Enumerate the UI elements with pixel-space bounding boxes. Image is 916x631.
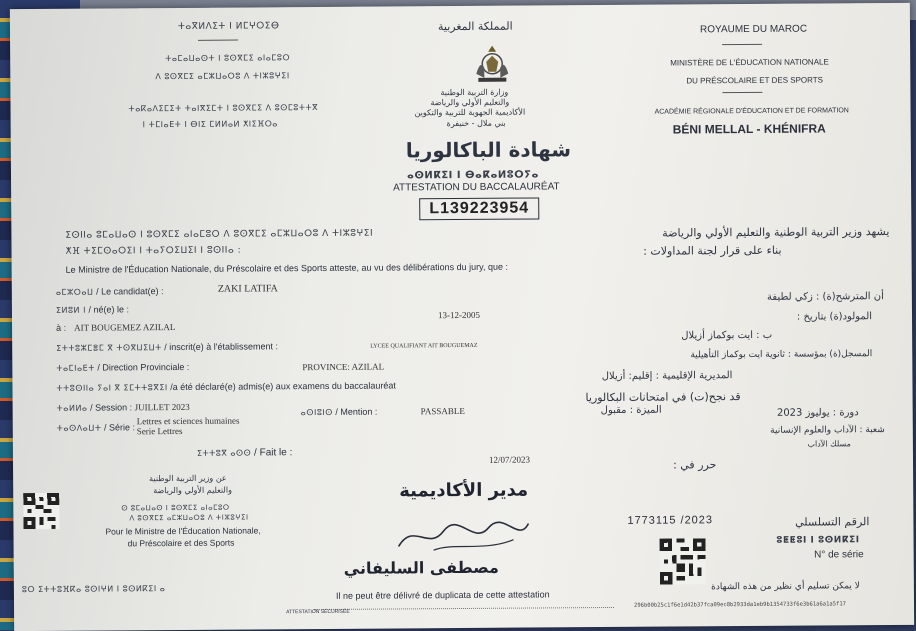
born-label-fr: / né(e) le : [88, 304, 130, 315]
province-arabic [602, 370, 733, 382]
session-arabic-value: يوليوز 2023 [776, 407, 830, 419]
mention-label-fr: / Mention : [335, 406, 378, 417]
intro-tifinagh-1: ⵉⵙⵏⵏⴰ ⵓⵎⴰⵡⴰⵙ ⵏ ⵓⵙⴳⵎⵉ ⴰⵏⴰⵎⵓⵔ ⴷ ⵓⵙⴳⵎⵉ ⴰⵎⵣⵡⴰⵔⵓ ⴷ ⵜⵏⵣⵓⵖⵉⵏ [65, 228, 374, 241]
header-arabic-kingdom: المملكة المغربية [437, 19, 513, 34]
header-tifinagh-ministry-2: ⴷ ⵓⵙⴳⵎⵉ ⴰⵎⵣⵡⴰⵔⵓ ⴷ ⵜⵏⵣⵓⵖⵉⵏ [155, 71, 290, 82]
signature-fr-1: Pour le Ministre de l'Éducation Nationale, [105, 525, 261, 537]
born-value: 13-12-2005 [437, 309, 481, 321]
province-label-tifinagh: ⵜⴰⵎⵏⴰⴹⵜ [56, 363, 95, 373]
director-title: مدير الأكاديمية [399, 479, 529, 502]
signature-arabic-1: عن وزير التربية الوطنية [149, 473, 227, 484]
footer-arabic: لا يمكن تسليم أي نظير من هذه الشهادة [711, 581, 860, 593]
school-label-tifinagh: ⵉⵜⵜⵓⵣⵎⴻⵎ ⴳ ⵜⵙⴳⵡⵉⵡⵜ [56, 343, 162, 353]
qr-code-icon [660, 538, 706, 584]
candidate-label-tifinagh: ⴰⵎⵣⵔⴰⵡ [55, 287, 94, 297]
serial-arabic-label: الرقم التسلسلي [795, 515, 870, 529]
title-tifinagh: ⴰⵙⵍⴽⵉⵏ ⵏ ⴱⴰⴽⴰⵍⵓⵔⵢⴰ [406, 169, 539, 182]
admitted-arabic: قد نجح(ت) في امتحانات البكالوريا [585, 390, 741, 405]
session-label [57, 402, 133, 413]
born-label [56, 304, 129, 315]
header-arabic-ministry-2: والتعليم الأولي والرياضة [430, 97, 510, 108]
school-arabic-label: المسجل(ة) بمؤسسة : [787, 349, 873, 360]
serie-arabic-label: شعبة : [859, 425, 885, 436]
header-divider-right [722, 44, 762, 45]
at-label: à : [56, 322, 67, 333]
header-divider-right-2 [722, 92, 762, 93]
faitle-label [197, 447, 292, 459]
certificate-paper [10, 3, 914, 631]
header-tifinagh-academy: ⵜⴰⴽⴰⴷⵉⵎⵉⵜ ⵜⴰⵏⴳⵉⵎⵜ ⵏ ⵓⵙⴳⵎⵉ ⴷ ⵓⵙⵎⵓⵜⵜⴳ [128, 102, 319, 114]
province-label-fr: / Direction Provinciale : [97, 361, 190, 373]
moroccan-coat-of-arms-icon [470, 44, 514, 86]
session-label-fr: / Session : [90, 402, 133, 413]
footer-french: Il ne peut être délivré de duplicata de cette attestation [335, 589, 550, 601]
header-tifinagh-region: ⵏ ⵜⵎⵏⴰⴹⵜ ⵏ ⴱⵏⵉ ⵎⵍⵍⴰⵍ ⵅⵏⵉⴼⵔⴰ [142, 119, 278, 130]
serie-value-2: Serie Lettres [136, 425, 183, 437]
faitle-label-fr: / Fait le : [253, 447, 293, 459]
signature-fr-2: du Préscolaire et des Sports [127, 537, 235, 549]
intro-tifinagh-2: ⵅⴼ ⵜⵉⵎⵙⴰⵔⵉⵏ ⵏ ⵜⴰⵢⵔⵉⵡⵉⵏ ⵏ ⵓⵙⵏⵏⴰ : [65, 245, 242, 257]
header-arabic-academy: الأكاديمية الجهوية للتربية والتكوين [414, 107, 526, 118]
serie-value-1: Lettres et sciences humaines [136, 415, 240, 427]
session-arabic-label: دورة : [832, 407, 859, 419]
school-label-fr: / inscrit(e) à l'établissement : [164, 341, 279, 353]
qr-code-icon [23, 493, 59, 529]
attestation-code: L139223954 [419, 197, 539, 220]
candidate-value: ZAKI LATIFA [217, 283, 278, 295]
at-arabic-label: ب : [756, 329, 773, 341]
admitted-fr: /a été déclaré(e) admis(e) aux examens du baccalauréat [170, 380, 396, 393]
mention-arabic [601, 405, 662, 416]
serial-tifinagh-label: ⵓⵟⵟⵓⵏ ⵏ ⵓⵙⵍⴽⵉⵏ [776, 535, 860, 546]
born-label-tifinagh: ⵉⵍⵓⵍ ⵏ [55, 305, 86, 315]
candidate-label [56, 286, 164, 297]
header-region-fr: BÉNI MELLAL - KHÉNIFRA [672, 121, 826, 137]
header-arabic-region: بني ملال - خنيفرة [446, 118, 506, 129]
admitted-statement [56, 380, 395, 392]
school-arabic-value: ثانوية ايت بوكماز التأهيلية [690, 349, 786, 361]
director-signature-icon [393, 516, 533, 562]
serie-arabic [770, 425, 885, 436]
session-value: JUILLET 2023 [134, 401, 190, 413]
director-name: مصطفى السليفاني [343, 557, 499, 578]
at-arabic-value: ايت بوكماز أزيلال [681, 329, 754, 342]
title-arabic: شهادة الباكالوريا [405, 137, 572, 163]
province-arabic-value: إقليم: أزيلال [601, 370, 653, 383]
province-value: PROVINCE: AZILAL [302, 361, 385, 373]
serial-number: 1773115 /2023 [627, 514, 714, 527]
province-arabic-label: المديرية الإقليمية : [655, 370, 733, 382]
province-label [56, 362, 189, 373]
intro-arabic-2: بناء على قرار لجنة المداولات : [643, 243, 782, 258]
serie-label-tifinagh: ⵜⴰⵙⴷⴰⵡⵜ [56, 423, 102, 433]
candidate-arabic-value: زكي لطيفة [766, 291, 813, 303]
serie-arabic-value-1: الآداب والعلوم الإنسانية [770, 425, 857, 436]
footer-hash: 296b00b25c1f6e1d42b37fca09ec8b2933da1eb9b1354733f6e3b61a6a1a5f17 [633, 601, 846, 609]
header-tifinagh-ministry: ⵜⴰⵎⴰⵡⴰⵙⵜ ⵏ ⵓⵙⴳⵎⵉ ⴰⵏⴰⵎⵓⵔ [165, 53, 291, 64]
school-value: LYCEE QUALIFIANT AIT BOUGUEMAZ [370, 342, 478, 350]
mention-value: PASSABLE [420, 405, 465, 417]
header-kingdom-fr: ROYAUME DU MAROC [699, 23, 808, 36]
mention-arabic-value: مقبول [600, 404, 627, 417]
admitted-tifinagh: ⵜⵜⵓⵙⵏⵏⴰ ⵢⴰⵏ ⴳ ⵉⵎⵜⵜⵓⴳⵉⵏ [56, 383, 168, 393]
at-value: AIT BOUGEMEZ AZILAL [74, 322, 176, 333]
faitle-label-tifinagh: ⵉⵜⵜⵓⴳ ⴰⵙⵙ [196, 448, 252, 458]
intro-arabic-1: يشهد وزير التربية الوطنية والتعليم الأولي والرياضة [662, 225, 890, 240]
title-french: ATTESTATION DU BACCALAURÉAT [393, 181, 560, 194]
signature-tifinagh-2: ⴷ ⵓⵙⴳⵎⵉ ⴰⵎⵣⵡⴰⵔⵓ ⴷ ⵜⵏⵣⵓⵖⵉⵏ [129, 513, 249, 523]
faitle-arabic: حرر في : [672, 458, 717, 472]
header-tifinagh-kingdom: ⵜⴰⴳⵍⴷⵉⵜ ⵏ ⵍⵎⵖⵔⵉⴱ [177, 21, 280, 32]
candidate-label-fr: / Le candidat(e) : [96, 286, 164, 297]
session-arabic [777, 407, 859, 419]
session-label-tifinagh: ⵜⴰⵍⵍⴰ [56, 403, 88, 413]
signature-tifinagh-1: ⵙ ⵓⵎⴰⵡⴰⵙ ⵏ ⵓⵙⴳⵎⵉ ⴰⵏⴰⵎⵓⵔ [121, 503, 230, 513]
serie-label [57, 422, 135, 433]
header-ministry-fr-1: MINISTÈRE DE L'ÉDUCATION NATIONALE [670, 57, 829, 68]
candidate-arabic [767, 291, 884, 303]
header-academy-fr: ACADÉMIE RÉGIONALE D'ÉDUCATION ET DE FORMATION [654, 107, 849, 116]
header-arabic-ministry: وزارة التربية الوطنية [440, 87, 509, 98]
serie-arabic-value-2: مسلك الآداب [807, 439, 851, 449]
mention-label-tifinagh: ⴰⵙⵏⵓⵏⵙ [300, 407, 333, 418]
school-arabic [690, 349, 872, 360]
header-divider-left [198, 40, 238, 41]
footer-secure-tag: ATTESTATION SÉCURISÉE [286, 608, 350, 616]
header-ministry-fr-2: DU PRÉSCOLAIRE ET DES SPORTS [686, 75, 824, 86]
candidate-arabic-label: أن المترشح(ة) : [815, 291, 884, 303]
intro-french: Le Ministre de l'Éducation Nationale, du Préscolaire et des Sports atteste, au vu des délibérations du jury, que : [65, 261, 508, 275]
born-arabic-label: المولود(ة) بتاريخ : [796, 311, 873, 323]
faitle-value: 12/07/2023 [488, 454, 531, 465]
footer-dotted-line [314, 607, 614, 610]
serie-label-fr: / Série : [103, 422, 136, 433]
mention-label [301, 407, 378, 418]
mention-arabic-label: الميزة : [629, 404, 662, 416]
footer-tifinagh: ⵓⵔ ⵉⵜⵜⵓⴼⴽⴰ ⵓⵙⵏⵖⵍ ⵏ ⵓⵙⵍⴽⵉⵏ ⴰ [21, 584, 166, 595]
at-arabic [681, 330, 772, 342]
serial-fr-label: N° de série [814, 549, 864, 561]
school-label [56, 341, 278, 353]
signature-arabic-2: والتعليم الأولي والرياضة [153, 485, 232, 496]
